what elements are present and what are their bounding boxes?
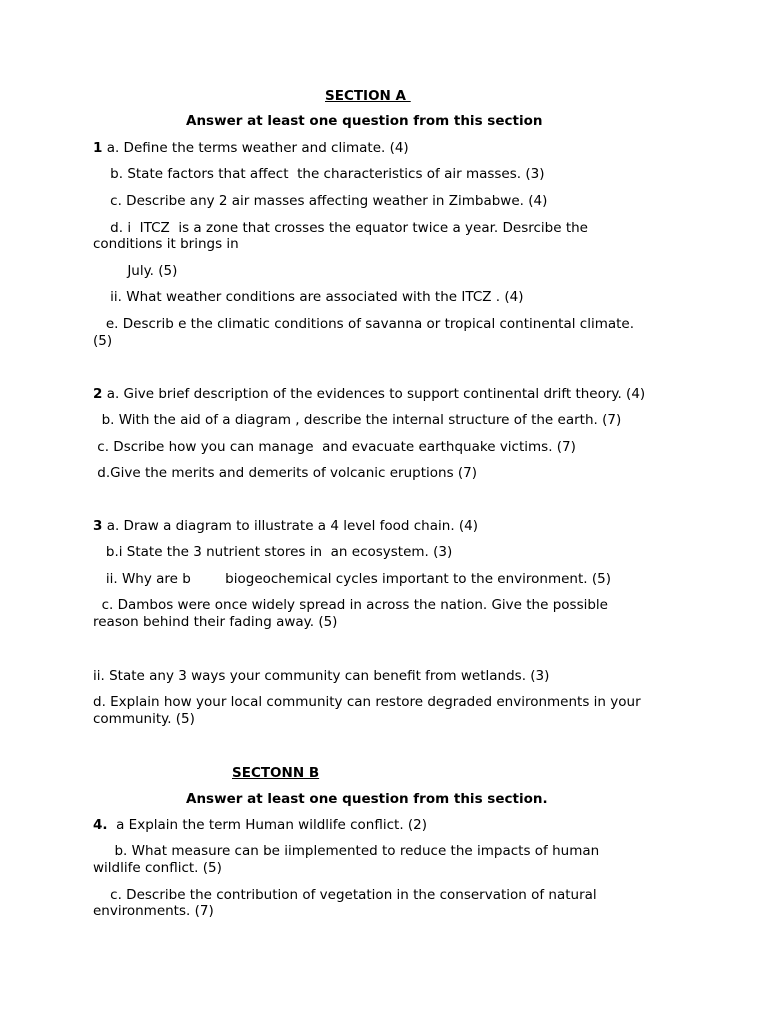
q1-c: c. Describe any 2 air masses affecting weather in Zimbabwe. (4) <box>93 193 548 209</box>
q2-a <box>93 386 645 403</box>
q3-d-line1: d. Explain how your local community can restore degraded environments in your <box>93 694 641 710</box>
q2-a-text: a. Give brief description of the evidences to support continental drift theory. (4) <box>102 386 646 402</box>
q3-b-ii: ii. Why are b biogeochemical cycles important to the environment. (5) <box>93 571 611 587</box>
section-b-heading: SECTONN B <box>232 765 320 781</box>
q4-b-line1: b. What measure can be iimplemented to reduce the impacts of human <box>93 843 600 859</box>
section-b-instruction: Answer at least one question from this section. <box>186 791 548 807</box>
q3-a <box>93 518 478 535</box>
q1-e-line1: e. Describ e the climatic conditions of savanna or tropical continental climate. <box>93 316 635 332</box>
q1-number: 1 <box>93 140 103 156</box>
q3-c-ii: ii. State any 3 ways your community can benefit from wetlands. (3) <box>93 668 550 684</box>
q2-c: c. Dscribe how you can manage and evacuate earthquake victims. (7) <box>93 439 576 455</box>
q3-a-text: a. Draw a diagram to illustrate a 4 level food chain. (4) <box>102 518 479 534</box>
section-a-heading: SECTION A <box>325 88 411 104</box>
q1-e-line2: (5) <box>93 333 113 349</box>
q1-b: b. State factors that affect the characteristics of air masses. (3) <box>93 166 545 182</box>
q3-number: 3 <box>93 518 103 534</box>
q2-number: 2 <box>93 386 103 402</box>
q4-b-line2: wildlife conflict. (5) <box>93 860 222 876</box>
q1-d-line3: July. (5) <box>93 263 178 279</box>
q2-b: b. With the aid of a diagram , describe the internal structure of the earth. (7) <box>93 412 622 428</box>
q1-d-ii: ii. What weather conditions are associated with the ITCZ . (4) <box>93 289 524 305</box>
q3-b-i: b.i State the 3 nutrient stores in an ecosystem. (3) <box>93 544 453 560</box>
section-a-instruction: Answer at least one question from this section <box>186 113 543 129</box>
q4-a <box>93 817 427 834</box>
q1-d-line2: conditions it brings in <box>93 236 239 252</box>
q4-a-text: a Explain the term Human wildlife conflict. (2) <box>107 817 428 833</box>
q1-a <box>93 140 409 157</box>
q2-d: d.Give the merits and demerits of volcanic eruptions (7) <box>93 465 478 481</box>
q3-c-line1: c. Dambos were once widely spread in across the nation. Give the possible <box>93 597 608 613</box>
q4-c-line2: environments. (7) <box>93 903 214 919</box>
q3-d-line2: community. (5) <box>93 711 195 727</box>
q1-a-text: a. Define the terms weather and climate. (4) <box>102 140 409 156</box>
q4-number: 4. <box>93 817 108 833</box>
q1-d-line1: d. i ITCZ is a zone that crosses the equator twice a year. Desrcibe the <box>93 220 588 236</box>
q4-c-line1: c. Describe the contribution of vegetation in the conservation of natural <box>93 887 597 903</box>
q3-c-line2: reason behind their fading away. (5) <box>93 614 338 630</box>
